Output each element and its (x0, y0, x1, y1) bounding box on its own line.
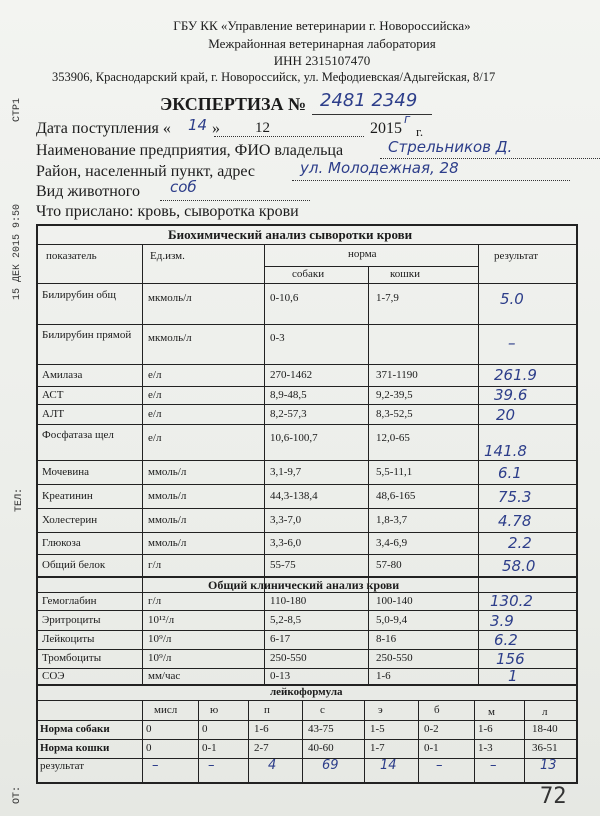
row-unit: е/л (148, 389, 162, 401)
leuko-col-e: э (378, 704, 383, 716)
row-norm-dogs: 270-1462 (270, 369, 313, 381)
row-result: 261.9 (494, 366, 537, 384)
row-unit: мкмоль/л (148, 332, 192, 344)
district-value: ул. Молодежная, 28 (300, 159, 459, 177)
header-line-3: ИНН 2315107470 (273, 53, 371, 68)
row-norm-cats: 57-80 (376, 559, 402, 571)
row-unit: ммоль/л (148, 514, 187, 526)
row-norm-dogs: 110-180 (270, 595, 307, 607)
row-norm-dogs: 3,3-6,0 (270, 537, 302, 549)
row-label: Мочевина (42, 466, 89, 478)
leuko-col-yu: ю (210, 704, 219, 716)
row-norm-dogs: 55-75 (270, 559, 296, 571)
row-norm-cats: 3,4-6,9 (376, 537, 408, 549)
cell-value: 13 (540, 758, 557, 773)
cell-value: 1-6 (254, 723, 269, 735)
row-norm-cats: 1,8-3,7 (376, 514, 408, 526)
row-norm-cats: 5,0-9,4 (376, 614, 408, 626)
cell-value: – (436, 758, 443, 773)
fax-from-stamp: ОТ: (12, 785, 23, 804)
row-unit: е/л (148, 369, 162, 381)
row-label: Лейкоциты (42, 633, 95, 645)
row-unit: е/л (148, 432, 162, 444)
row-label: СОЭ (42, 670, 65, 682)
row-norm-cats: 100-140 (376, 595, 413, 607)
row-label: Амилаза (42, 369, 83, 381)
row-unit: 10⁹/л (148, 633, 172, 645)
row-unit: 10⁹/л (148, 652, 172, 664)
row-label: Глюкоза (42, 537, 81, 549)
row-result: 3.9 (490, 612, 514, 630)
row-norm-dogs: 3,1-9,7 (270, 466, 302, 478)
date-label: Дата поступления « (36, 120, 171, 137)
biochem-section-title: Биохимический анализ сыворотки крови (168, 227, 413, 242)
row-norm-dogs: 0-10,6 (270, 292, 299, 304)
row-label: АСТ (42, 389, 64, 401)
row-unit: мм/час (148, 670, 181, 682)
row-norm-cats: 8-16 (376, 633, 397, 645)
row-label: Гемоглабин (42, 595, 97, 607)
cell-value: 0 (146, 742, 152, 754)
row-label: Креатинин (42, 490, 93, 502)
expertise-number: 2481 2349 (320, 90, 418, 111)
cell-value: 4 (268, 758, 277, 773)
cell-value: 43-75 (308, 723, 334, 735)
animal-label: Вид животного (36, 183, 140, 200)
row-norm-dogs: 10,6-100,7 (270, 432, 318, 444)
col-header-unit: Ед.изм. (150, 250, 185, 262)
row-label: АЛТ (42, 408, 65, 420)
row-norm-cats: 5,5-11,1 (376, 466, 413, 478)
leuko-col-misl: мисл (154, 704, 178, 716)
row-result: 20 (496, 406, 516, 424)
results-table (36, 224, 578, 784)
date-year-handwritten: г (404, 112, 411, 126)
cell-value: 18-40 (532, 723, 558, 735)
row-unit: мкмоль/л (148, 292, 192, 304)
row-result: 6.2 (494, 631, 518, 649)
row-label: Фосфатаза щел (42, 429, 114, 441)
row-result: 4.78 (498, 512, 532, 530)
row-label: Общий белок (42, 559, 106, 571)
date-year-suffix: г. (416, 124, 424, 139)
animal-value: соб (170, 178, 197, 196)
row-result: 39.6 (494, 386, 528, 404)
leuko-col-m: м (488, 706, 495, 718)
row-result: 141.8 (484, 442, 527, 460)
cell-value: 0-1 (424, 742, 439, 754)
leuko-col-l: л (542, 706, 548, 718)
fax-page-stamp: СТР1 (12, 97, 23, 122)
date-year: 2015 (370, 120, 402, 137)
col-header-param: показатель (46, 250, 97, 262)
cell-value: 36-51 (532, 742, 558, 754)
row-unit: 10¹²/л (148, 614, 175, 626)
row-norm-cats: 371-1190 (376, 369, 418, 381)
row-label: Норма собаки (40, 723, 110, 735)
row-norm-dogs: 250-550 (270, 652, 307, 664)
row-norm-dogs: 0-3 (270, 332, 285, 344)
row-norm-dogs: 6-17 (270, 633, 291, 645)
cell-value: 40-60 (308, 742, 334, 754)
col-header-cats: кошки (390, 268, 420, 280)
org-label: Наименование предприятия, ФИО владельца (36, 142, 344, 159)
row-norm-dogs: 0-13 (270, 670, 291, 682)
row-unit: е/л (148, 408, 162, 420)
fax-tel-stamp: ТЕЛ: (14, 487, 25, 512)
row-result: 6.1 (498, 464, 522, 482)
cell-value: 69 (322, 758, 339, 773)
date-close: » (212, 120, 220, 137)
row-result: 130.2 (490, 592, 533, 610)
cell-value: 1-5 (370, 723, 385, 735)
leuko-section-title: лейкоформула (270, 686, 343, 698)
row-label: Холестерин (42, 514, 98, 526)
col-header-dogs: собаки (292, 268, 325, 280)
header-line-2: Межрайонная ветеринарная лаборатория (208, 36, 436, 51)
row-label: результат (40, 760, 85, 772)
page-number: 72 (540, 784, 567, 809)
row-norm-cats: 9,2-39,5 (376, 389, 413, 401)
date-month: 12 (255, 120, 270, 136)
cell-value: 0-2 (424, 723, 439, 735)
row-result: 1 (508, 667, 518, 685)
cell-value: – (490, 758, 497, 773)
row-norm-dogs: 5,2-8,5 (270, 614, 302, 626)
row-norm-dogs: 44,3-138,4 (270, 490, 318, 502)
row-norm-cats: 1-6 (376, 670, 391, 682)
org-value: Стрельников Д. (388, 138, 513, 156)
cell-value: 1-6 (478, 723, 493, 735)
cell-value: 1-3 (478, 742, 493, 754)
row-result: 5.0 (500, 290, 524, 308)
cell-value: 0-1 (202, 742, 217, 754)
leuko-col-p: п (264, 704, 270, 716)
row-label: Билирубин общ (42, 289, 116, 301)
row-unit: г/л (148, 595, 162, 607)
header-line-4: 353906, Краснодарский край, г. Новороссийск, ул. Мефодиевская/Адыгейская, 8/17 (52, 70, 496, 84)
clinical-section-title: Общий клинический анализ крови (208, 578, 400, 592)
row-result: 2.2 (508, 534, 532, 552)
row-result: 75.3 (498, 488, 532, 506)
row-norm-cats: 8,3-52,5 (376, 408, 413, 420)
row-label: Билирубин прямой (42, 329, 132, 341)
row-result: 156 (496, 650, 525, 668)
row-unit: ммоль/л (148, 466, 187, 478)
row-norm-dogs: 8,9-48,5 (270, 389, 307, 401)
cell-value: – (208, 758, 215, 773)
col-header-result: результат (494, 250, 539, 262)
leuko-col-s: с (320, 704, 325, 716)
cell-value: 2-7 (254, 742, 269, 754)
row-unit: ммоль/л (148, 537, 187, 549)
cell-value: – (152, 758, 159, 773)
sent-label: Что прислано: кровь, сыворотка крови (36, 203, 299, 220)
row-label: Тромбоциты (42, 652, 102, 664)
fax-date-stamp: 15 ДЕК 2015 9:50 (12, 203, 23, 300)
row-label: Норма кошки (40, 742, 110, 754)
col-header-norm: норма (348, 248, 377, 260)
row-norm-dogs: 3,3-7,0 (270, 514, 302, 526)
cell-value: 0 (202, 723, 208, 735)
row-norm-dogs: 8,2-57,3 (270, 408, 307, 420)
row-label: Эритроциты (42, 614, 101, 626)
row-unit: г/л (148, 559, 162, 571)
row-norm-cats: 48,6-165 (376, 490, 416, 502)
district-label: Район, населенный пункт, адрес (36, 163, 256, 180)
row-result: 58.0 (502, 557, 536, 575)
page-title: ЭКСПЕРТИЗА № (160, 94, 307, 114)
row-result: – (508, 334, 516, 352)
header-line-1: ГБУ КК «Управление ветеринарии г. Новороссийска» (173, 18, 471, 33)
cell-value: 1-7 (370, 742, 385, 754)
row-norm-cats: 1-7,9 (376, 292, 399, 304)
row-norm-cats: 12,0-65 (376, 432, 410, 444)
cell-value: 0 (146, 723, 152, 735)
cell-value: 14 (380, 758, 397, 773)
row-unit: ммоль/л (148, 490, 187, 502)
leuko-col-b: б (434, 704, 440, 716)
date-day: 14 (188, 116, 208, 134)
row-norm-cats: 250-550 (376, 652, 413, 664)
